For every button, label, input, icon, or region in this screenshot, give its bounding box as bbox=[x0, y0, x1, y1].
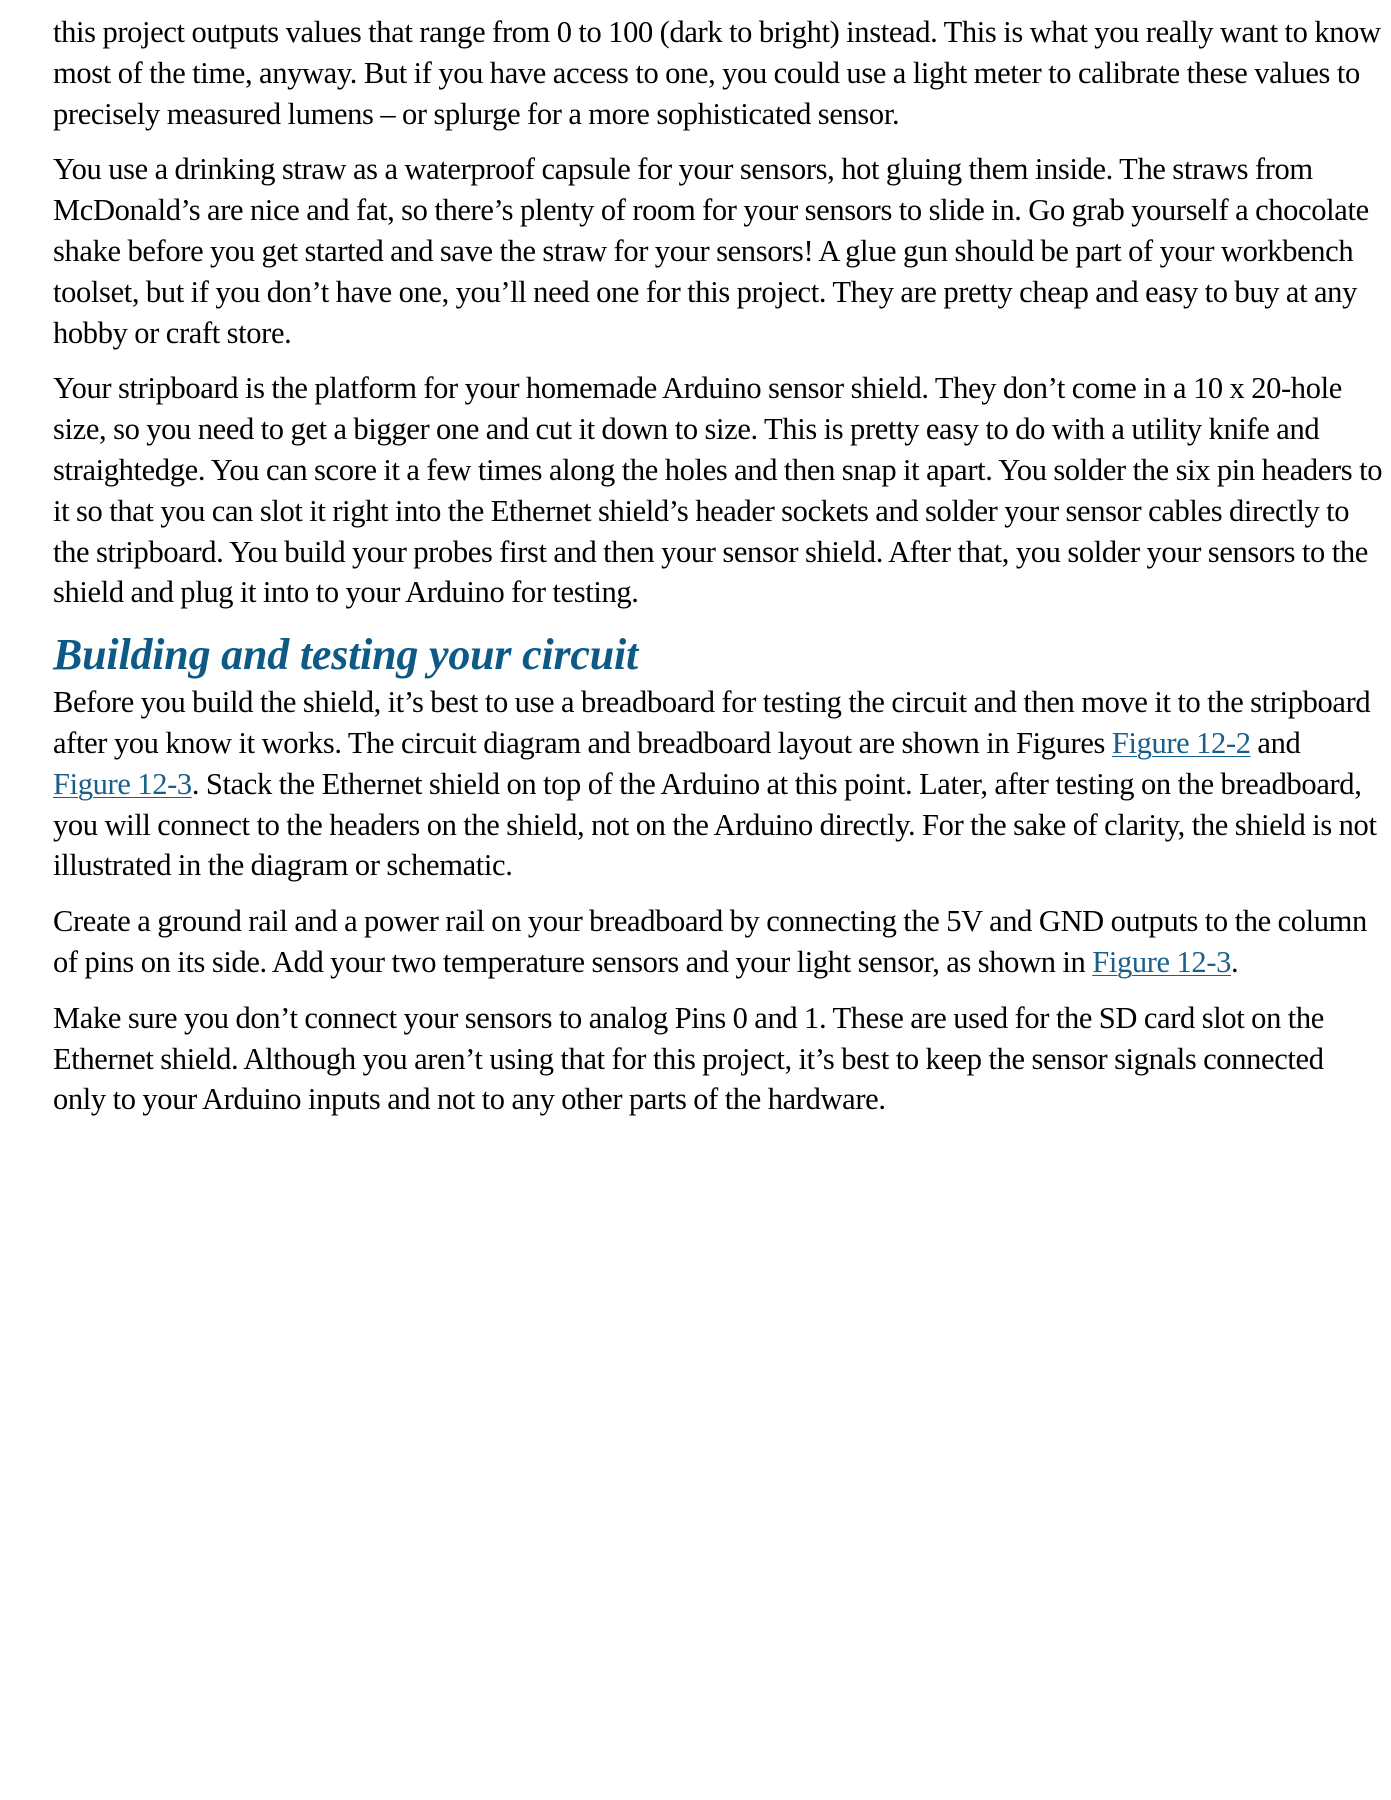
document-page bbox=[53, 12, 1383, 1135]
paragraph-drinking-straw: You use a drinking straw as a waterproof capsule for your sensors, hot gluing them inside. The straws from McDonald’s are nice and fat, so there’s plenty of room for your sensors to slide in. Go grab yourself a chocolate shake before you get started and save the straw for your sensors! A glue gun should be part of your workbench toolset, but if you don’t have one, you’ll need one for this project. They are pretty cheap and easy to buy at any hobby or craft store. bbox=[53, 152, 1369, 350]
figure-12-2-link[interactable]: Figure 12-2 bbox=[1111, 725, 1251, 760]
text-segment: . bbox=[1231, 944, 1239, 979]
figure-12-3-link[interactable]: Figure 12-3 bbox=[1092, 944, 1232, 979]
paragraph-ground-power-rail bbox=[53, 901, 1383, 983]
text-segment: Before you build the shield, it’s best to use a breadboard for testing the circuit and then move it to the stripboard after you know it works. The circuit diagram and breadboard layout are shown in Figures bbox=[53, 685, 1371, 760]
paragraph-breadboard-testing bbox=[53, 682, 1383, 886]
figure-12-3-link[interactable]: Figure 12-3 bbox=[53, 766, 192, 801]
text-segment: and bbox=[1250, 725, 1301, 760]
text-segment: Create a ground rail and a power rail on your breadboard by connecting the 5V and GND outputs to the column of pins on its side. Add your two temperature sensors and your light sensor, as shown in bbox=[53, 904, 1367, 979]
paragraph-stripboard: Your stripboard is the platform for your homemade Arduino sensor shield. They don’t come in a 10 x 20-hole size, so you need to get a bigger one and cut it down to size. This is pretty easy to do with a utility knife and straightedge. You can score it a few times along the holes and then snap it apart. You solder the six pin headers to it so that you can slot it right into the Ethernet shield’s header sockets and solder your sensor cables directly to the stripboard. You build your probes first and then your sensor shield. After that, you solder your sensors to the shield and plug it into to your Arduino for testing. bbox=[53, 371, 1383, 610]
section-heading: Building and testing your circuit bbox=[53, 630, 639, 680]
text-segment: . Stack the Ethernet shield on top of the Arduino at this point. Later, after testing on the breadboard, you will connect to the headers on the shield, not on the Arduino directly. For the sake of clarity, the shield is not illustrated in the diagram or schematic. bbox=[53, 766, 1377, 883]
paragraph-analog-pins-warning: Make sure you don’t connect your sensors to analog Pins 0 and 1. These are used for the SD card slot on the Ethernet shield. Although you aren’t using that for this project, it’s best to keep the sensor signals connected only to your Arduino inputs and not to any other parts of the hardware. bbox=[53, 1000, 1324, 1117]
paragraph-light-sensor-values: this project outputs values that range from 0 to 100 (dark to bright) instead. This is what you really want to know most of the time, anyway. But if you have access to one, you could use a light meter to calibrate these values to precisely measured lumens – or splurge for a more sophisticated sensor. bbox=[53, 15, 1381, 131]
